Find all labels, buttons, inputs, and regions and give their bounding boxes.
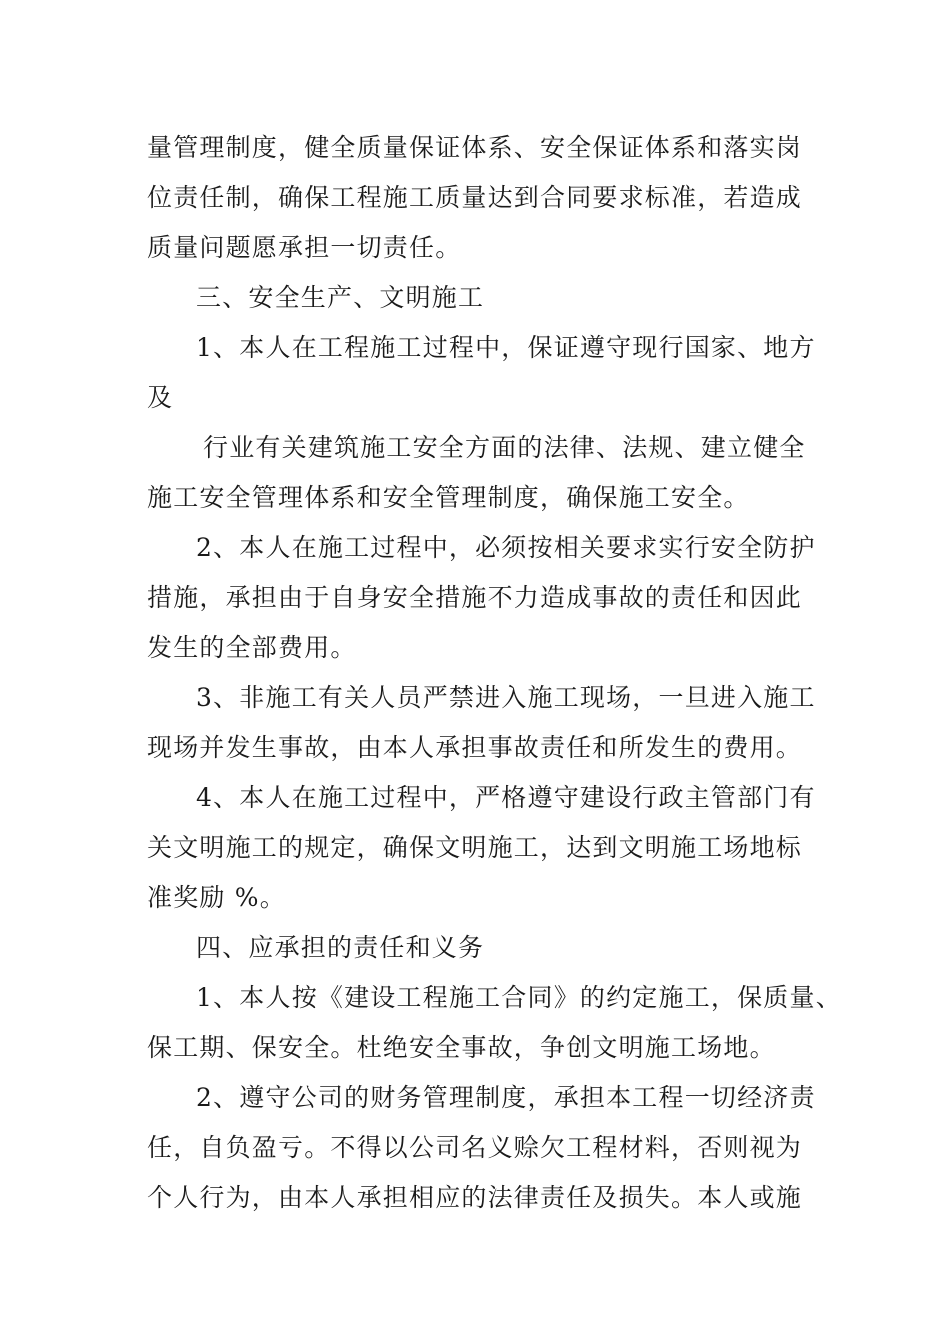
section-heading-4: 四、应承担的责任和义务 — [196, 933, 485, 962]
text-line-12: 3、非施工有关人员严禁进入施工现场，一旦进入施工 — [196, 683, 816, 712]
text-line-2: 位责任制，确保工程施工质量达到合同要求标准，若造成 — [147, 183, 803, 212]
text-line-16: 准奖励 %。 — [147, 883, 286, 912]
text-line-22: 个人行为，由本人承担相应的法律责任及损失。本人或施 — [147, 1183, 803, 1212]
text-line-11: 发生的全部费用。 — [147, 633, 357, 662]
text-line-1: 量管理制度，健全质量保证体系、安全保证体系和落实岗 — [147, 133, 803, 162]
text-line-3: 质量问题愿承担一切责任。 — [147, 233, 462, 262]
text-line-6: 及 — [147, 383, 174, 412]
text-line-21: 任，自负盈亏。不得以公司名义赊欠工程材料，否则视为 — [147, 1133, 803, 1162]
text-line-14: 4、本人在施工过程中，严格遵守建设行政主管部门有 — [196, 783, 816, 812]
text-line-15: 关文明施工的规定，确保文明施工，达到文明施工场地标 — [147, 833, 803, 862]
text-line-13: 现场并发生事故，由本人承担事故责任和所发生的费用。 — [147, 733, 803, 762]
text-line-7: 行业有关建筑施工安全方面的法律、法规、建立健全 — [203, 433, 806, 462]
section-heading-3: 三、安全生产、文明施工 — [196, 283, 485, 312]
text-line-9: 2、本人在施工过程中，必须按相关要求实行安全防护 — [196, 533, 816, 562]
text-line-8: 施工安全管理体系和安全管理制度，确保施工安全。 — [147, 483, 750, 512]
text-line-10: 措施，承担由于自身安全措施不力造成事故的责任和因此 — [147, 583, 803, 612]
text-line-19: 保工期、保安全。杜绝安全事故，争创文明施工场地。 — [147, 1033, 776, 1062]
text-line-5: 1、本人在工程施工过程中，保证遵守现行国家、地方 — [196, 333, 816, 362]
text-line-18: 1、本人按《建设工程施工合同》的约定施工，保质量、 — [196, 983, 842, 1012]
text-line-20: 2、遵守公司的财务管理制度，承担本工程一切经济责 — [196, 1083, 816, 1112]
